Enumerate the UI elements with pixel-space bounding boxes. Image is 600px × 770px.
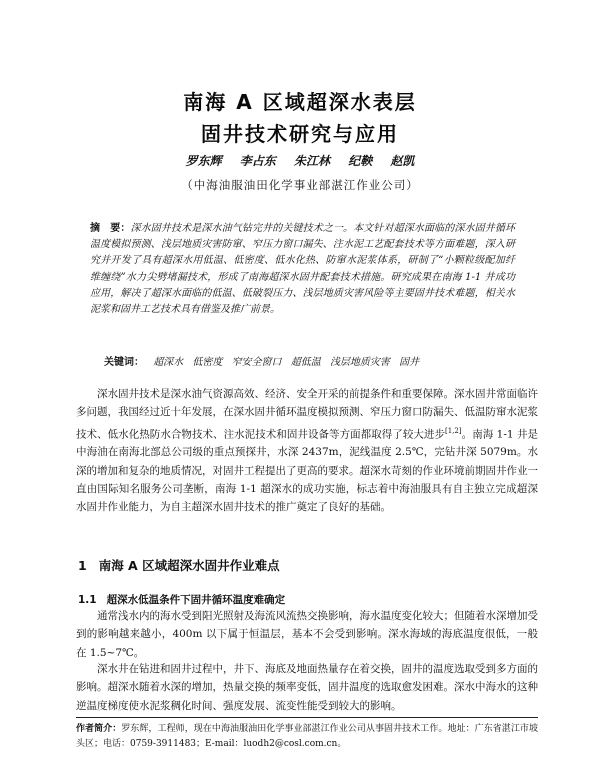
keywords [104,353,514,368]
body-paragraph: 深水井在钻进和固井过程中，井下、海底及地面热量存在着交换，固井的温度选取受到多方面的影响。超深水随着水深的增加，热量交换的频率变低，固井温度的选取愈发困难。深水中海水的这种逆温度梯度使水泥浆稠化时间、强度发展、流变性能受到较大的影响。 [76,663,538,712]
paper-title-line-2: 固井技术研究与应用 [201,122,399,146]
abstract [90,221,515,318]
footnote-label: 作者简介： [76,724,122,734]
introduction-paragraph [76,385,538,517]
author-footnote [76,722,538,752]
subsection-heading [78,592,285,607]
citation: [1,2] [445,426,462,435]
author-list [0,152,600,169]
keyword: 超深水 [153,357,184,368]
author: 纪 [348,154,361,168]
paper-title-line-1: 南海 A 区域超深水表层 [183,90,417,114]
author: 罗东辉 [185,154,222,168]
abstract-label: 摘 要： [90,223,131,234]
author: 凯 [402,154,415,168]
footnote-divider [76,717,538,718]
section-title: 南海 A 区域超深水固井作业难点 [98,558,280,573]
intro-text: 深水固井技术是深水油气资源高效、经济、安全开采的前提条件和重要保障。深水固井常面临许多问题，我国经过近十年发展，在深水固井循环温度模拟预测、窄压力窗口防漏失、低温防窜水泥浆技术、低水化热防水合物技术、注水泥技术和固井设备等方面都取得了较大进步 [76,388,538,441]
abstract-text: 深水固井技术是深水油气钻完井的关键技术之一。本文针对超深水面临的深水固井循环温度模拟预测、浅层地质灾害防窜、窄压力窗口漏失、注水泥工艺配套技术等方面难题，深入研究并开发了具有超深水用低温、低密度、低水化热、防窜水泥浆体系，研制了“小颗粒级配加纤维缠绕”水力尖劈堵漏技术，形成了南海超深水固井配套技术措施。研究成果在南海 1-1 井成功应用，解决了超深水面临的低温、低破裂压力、浅层地质灾害风险等主要固井技术难题，相关水泥浆和固井工艺技术具有借鉴及推广前景。 [90,223,516,316]
keyword: 固井 [399,357,420,368]
intro-text: 。南海 1-1 井是中海油在南海北部总公司级的重点预探井，水深 2437m，泥线温度 2.5℃，完钻井深 5079m。水深的增加和复杂的地质情况，对固井工程提出了更高的要求。超深水苛刻的作业环境前期固井作业一直由国际知名服务公司垄断，南海 1-1 超深水的成功实施，标志着中海油服具有自主独立完成超深水固井作业能力，为自主超深水固井技术的推广奠定了良好的基础。 [76,428,538,514]
subsection-title: 超深水低温条件下固井循环温度难确定 [106,594,286,606]
author: 鞅 [360,154,373,168]
author: 朱江林 [293,154,330,168]
section-heading [78,556,280,574]
keyword: 超低温 [290,357,321,368]
keyword: 窄安全窗口 [231,357,282,368]
author-affiliation: （中海油服油田化学事业部湛江作业公司） [181,178,419,192]
body-paragraph: 通常浅水内的海水受到阳光照射及海流风流热交换影响，海水温度变化较大；但随着水深增加受到的影响越来越小，400m 以下属于恒温层，基本不会受到影响。深水海域的海底温度很低，一般在 1.5~7℃。 [76,610,538,659]
keyword: 低密度 [192,357,223,368]
author: 赵 [390,154,403,168]
keyword: 浅层地质灾害 [329,357,390,368]
section-number: 1 [78,558,87,573]
author: 李占东 [239,154,276,168]
subsection-number: 1.1 [78,594,97,606]
keywords-label: 关键词： [104,357,144,368]
footnote-text: 罗东辉，工程师，现在中海油服油田化学事业部湛江作业公司从事固井技术工作。地址：广东省湛江市坡头区；电话：0759-3911483；E-mail：luodh2@cosl.com.cn。 [76,724,538,749]
